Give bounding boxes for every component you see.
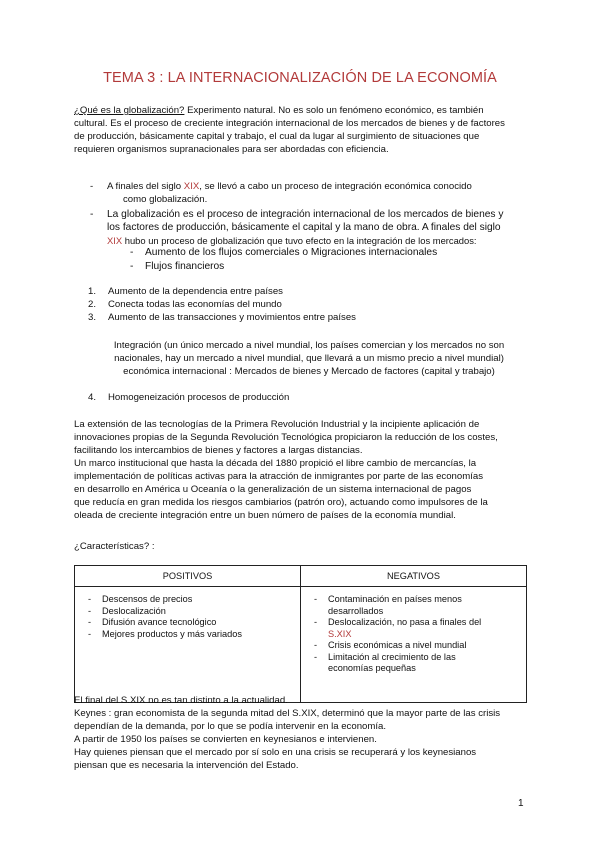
list-item-text: Descensos de precios bbox=[102, 594, 193, 604]
list-item-text: Limitación al crecimiento de las bbox=[328, 651, 456, 662]
item-number: 1. bbox=[88, 286, 97, 297]
list-item-text: S.XIX bbox=[328, 628, 352, 639]
bullet-text: , se llevó a cabo un proceso de integración económica conocido bbox=[199, 181, 472, 192]
table-header-positivos: POSITIVOS bbox=[75, 566, 301, 587]
list-item-text: Deslocalización, no pasa a finales del bbox=[328, 617, 482, 627]
paragraph-line: en desarrollo en América u Oceanía o la generalización de un sistema internacional de pagos bbox=[74, 484, 472, 495]
negativos-cell bbox=[301, 587, 527, 703]
paragraph-line: innovaciones propias de la Segunda Revolución Tecnológica propiciaron la reducción de los costes, bbox=[74, 432, 498, 443]
integration-line: Integración (un único mercado a nivel mundial, los países comercian y los mercados no son bbox=[113, 340, 505, 351]
page-number: 1 bbox=[518, 798, 524, 809]
century-highlight: XIX bbox=[183, 181, 200, 192]
item-number: 2. bbox=[88, 299, 97, 310]
intro-paragraph bbox=[74, 104, 534, 156]
positivos-cell bbox=[75, 587, 301, 703]
characteristics-table bbox=[74, 565, 527, 703]
list-item-text: Contaminación en países menos bbox=[328, 594, 462, 604]
paragraph-line: piensan que es necesaria la intervención del Estado. bbox=[74, 760, 299, 771]
table-header-negativos: NEGATIVOS bbox=[301, 566, 527, 587]
item-number: 4. bbox=[88, 392, 97, 403]
sub-bullet-text: Aumento de los flujos comerciales o Migraciones internacionales bbox=[145, 247, 438, 258]
list-item: - Limitación al crecimiento de las economías pequeñas bbox=[301, 652, 526, 675]
list-item-text: Crisis económicas a nivel mundial bbox=[328, 640, 467, 650]
item-text: Aumento de las transacciones y movimientos entre países bbox=[108, 312, 356, 323]
item-number: 3. bbox=[88, 312, 97, 323]
paragraph-line: La extensión de las tecnologías de la Primera Revolución Industrial y la incipiente aplicación de bbox=[74, 419, 480, 430]
item-text: Homogeneización procesos de producción bbox=[108, 392, 290, 403]
paragraph-line: oleada de creciente integración entre un buen número de países de la economía mundial. bbox=[74, 510, 456, 521]
sub-bullet-text: Flujos financieros bbox=[145, 261, 225, 272]
intro-question: ¿Qué es la globalización? bbox=[74, 105, 185, 116]
list-item: - Deslocalización bbox=[88, 605, 166, 616]
integration-line: económica internacional : Mercados de bienes y Mercado de factores (capital y trabajo) bbox=[123, 366, 495, 377]
paragraph-line: dependían de la demanda, por lo que se podía intervenir en la economía. bbox=[74, 721, 387, 732]
bullet-dash: - bbox=[90, 181, 94, 192]
list-item-text: economías pequeñas bbox=[328, 663, 416, 673]
integration-definition bbox=[84, 339, 534, 378]
bullet-text: hubo un proceso de globalización que tuvo efecto en la integración de los mercados: bbox=[122, 235, 477, 246]
paragraph-line: Un marco institucional que hasta la década del 1880 propició el libre cambio de mercancías, la bbox=[74, 458, 477, 469]
list-item-text: desarrollados bbox=[328, 605, 384, 616]
closing-paragraph bbox=[74, 694, 544, 772]
paragraph-line: que reducía en gran medida los riesgos cambiarios (patrón oro), actuando como impulsores de la bbox=[74, 497, 488, 508]
history-paragraph bbox=[74, 418, 544, 522]
bullet-text: A finales del siglo bbox=[107, 181, 184, 192]
bullet-dash: - bbox=[90, 209, 94, 220]
bullet-text: como globalización. bbox=[123, 194, 208, 205]
paragraph-line: A partir de 1950 los países se convierten en keynesianos e intervienen. bbox=[74, 734, 377, 745]
list-item: - Mejores productos y más variados bbox=[88, 628, 242, 639]
intro-line1: Experimento natural. No es solo un fenómeno económico, es también bbox=[184, 105, 484, 116]
paragraph-line: El final del S.XIX no es tan distinto a la actualidad. bbox=[74, 695, 288, 706]
paragraph-line: implementación de políticas activas para la atracción de inmigrantes por parte de las economías bbox=[74, 471, 484, 482]
intro-line2: cultural. Es el proceso de creciente integración internacional de los mercados de bienes y de factores bbox=[74, 118, 505, 129]
bullet-dash: - bbox=[130, 247, 134, 258]
list-item: - Crisis económicas a nivel mundial bbox=[301, 640, 526, 652]
paragraph-line: facilitando los intercambios de bienes y factores a largas distancias. bbox=[74, 445, 363, 456]
paragraph-line: Keynes : gran economista de la segunda mitad del S.XIX, determinó que la mayor parte de las crisis bbox=[74, 708, 501, 719]
item-text: Conecta todas las economías del mundo bbox=[108, 299, 282, 310]
bullet-text: La globalización es el proceso de integración internacional de los mercados de bienes y bbox=[107, 209, 504, 220]
paragraph-line: Hay quienes piensan que el mercado por sí solo en una crisis se recuperará y los keynesianos bbox=[74, 747, 477, 758]
bullet-dash: - bbox=[130, 261, 134, 272]
century-highlight: XIX bbox=[107, 235, 123, 246]
list-item: - Deslocalización, no pasa a finales del S.XIX bbox=[301, 617, 526, 640]
bullet-text: los factores de producción, básicamente el capital y la mano de obra. A finales del siglo bbox=[107, 222, 501, 233]
characteristics-label: ¿Características? : bbox=[74, 541, 155, 552]
integration-line: nacionales, hay un mercado a nivel mundial, que llevará a un mismo precio a nivel mundial) bbox=[114, 353, 504, 364]
list-item: - Descensos de precios bbox=[88, 594, 193, 604]
list-item: - Contaminación en países menos desarrollados bbox=[301, 594, 526, 617]
item-text: Aumento de la dependencia entre países bbox=[108, 286, 283, 297]
intro-line3: de producción, básicamente capital y trabajo, el cual da lugar al surgimiento de situaciones que bbox=[74, 131, 480, 142]
list-item: - Difusión avance tecnológico bbox=[88, 617, 217, 627]
page-title: TEMA 3 : LA INTERNACIONALIZACIÓN DE LA ECONOMÍA bbox=[103, 70, 497, 86]
list-item-text: Difusión avance tecnológico bbox=[102, 617, 217, 627]
intro-line4: requieren organismos supranacionales para ser abordadas con eficiencia. bbox=[74, 144, 389, 155]
list-item-text: Mejores productos y más variados bbox=[102, 628, 242, 639]
list-item-text: Deslocalización bbox=[102, 605, 166, 616]
